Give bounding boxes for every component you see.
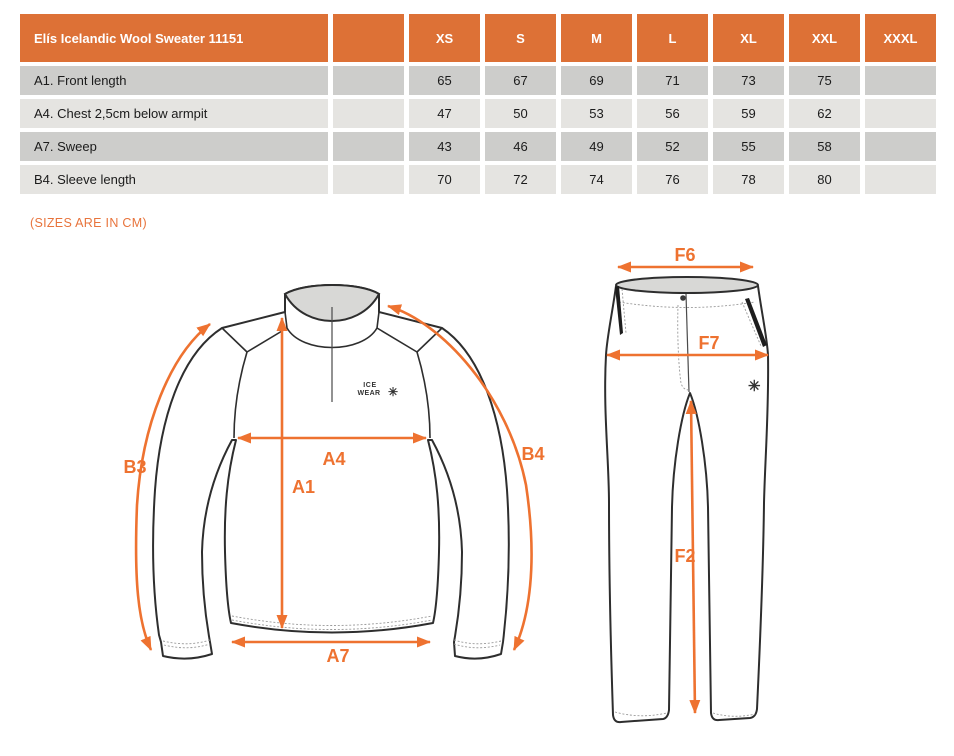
size-value: 70 bbox=[409, 165, 480, 194]
size-col-xxl: XXL bbox=[789, 14, 860, 62]
measure-label: A4. Chest 2,5cm below armpit bbox=[20, 99, 328, 128]
size-value: 43 bbox=[409, 132, 480, 161]
label-F7: F7 bbox=[698, 333, 720, 353]
size-value: 59 bbox=[713, 99, 784, 128]
size-col-xs: XS bbox=[409, 14, 480, 62]
size-value: 78 bbox=[713, 165, 784, 194]
table-row bbox=[20, 99, 936, 128]
pants-measurement-diagram bbox=[585, 245, 954, 750]
size-col-xxxl: XXXL bbox=[865, 14, 936, 62]
size-value: 76 bbox=[637, 165, 708, 194]
spacer-cell bbox=[333, 132, 404, 161]
size-value: 71 bbox=[637, 66, 708, 95]
size-value: 50 bbox=[485, 99, 556, 128]
table-row bbox=[20, 66, 936, 95]
size-value: 55 bbox=[713, 132, 784, 161]
measure-label: A7. Sweep bbox=[20, 132, 328, 161]
size-value: 65 bbox=[409, 66, 480, 95]
label-F6: F6 bbox=[674, 245, 696, 265]
size-value: 56 bbox=[637, 99, 708, 128]
size-col-s: S bbox=[485, 14, 556, 62]
size-value: 49 bbox=[561, 132, 632, 161]
waist-opening bbox=[616, 277, 758, 293]
measure-label: A1. Front length bbox=[20, 66, 328, 95]
spacer-cell bbox=[333, 66, 404, 95]
sizes-note: (SIZES ARE IN CM) bbox=[30, 216, 147, 230]
label-F2: F2 bbox=[674, 546, 696, 566]
sweater-measurement-diagram bbox=[110, 260, 560, 750]
brand-logo-line2: WEAR bbox=[357, 390, 381, 397]
size-value bbox=[865, 165, 936, 194]
size-col-m: M bbox=[561, 14, 632, 62]
table-row bbox=[20, 132, 936, 161]
spacer-cell bbox=[333, 165, 404, 194]
size-value bbox=[865, 66, 936, 95]
waist-button bbox=[680, 295, 686, 301]
size-value: 62 bbox=[789, 99, 860, 128]
spacer-header-cell bbox=[333, 14, 404, 62]
size-value: 67 bbox=[485, 66, 556, 95]
size-value bbox=[865, 132, 936, 161]
sweater-drawing bbox=[110, 260, 560, 750]
size-value: 69 bbox=[561, 66, 632, 95]
brand-logo-line1: ICE bbox=[363, 382, 377, 389]
product-title: Elís Icelandic Wool Sweater 11151 bbox=[20, 14, 328, 62]
pants-drawing bbox=[585, 245, 954, 750]
label-B4: B4 bbox=[521, 444, 545, 464]
spacer-cell bbox=[333, 99, 404, 128]
snowflake-icon: ✳ bbox=[388, 385, 399, 399]
size-chart-table bbox=[15, 10, 941, 198]
sweater-body-outline bbox=[153, 285, 509, 659]
label-A1: A1 bbox=[292, 477, 316, 497]
size-value: 80 bbox=[789, 165, 860, 194]
label-B3: B3 bbox=[123, 457, 147, 477]
size-col-xl: XL bbox=[713, 14, 784, 62]
size-value: 53 bbox=[561, 99, 632, 128]
table-header-row bbox=[20, 14, 936, 62]
size-value bbox=[865, 99, 936, 128]
size-value: 47 bbox=[409, 99, 480, 128]
size-value: 46 bbox=[485, 132, 556, 161]
size-value: 73 bbox=[713, 66, 784, 95]
size-value: 58 bbox=[789, 132, 860, 161]
table-row bbox=[20, 165, 936, 194]
size-value: 74 bbox=[561, 165, 632, 194]
label-A4: A4 bbox=[322, 449, 346, 469]
size-value: 72 bbox=[485, 165, 556, 194]
size-value: 75 bbox=[789, 66, 860, 95]
snowflake-icon: ✳ bbox=[748, 378, 761, 395]
size-value: 52 bbox=[637, 132, 708, 161]
size-col-l: L bbox=[637, 14, 708, 62]
label-A7: A7 bbox=[326, 646, 350, 666]
pants-body-outline bbox=[605, 286, 768, 722]
measure-label: B4. Sleeve length bbox=[20, 165, 328, 194]
